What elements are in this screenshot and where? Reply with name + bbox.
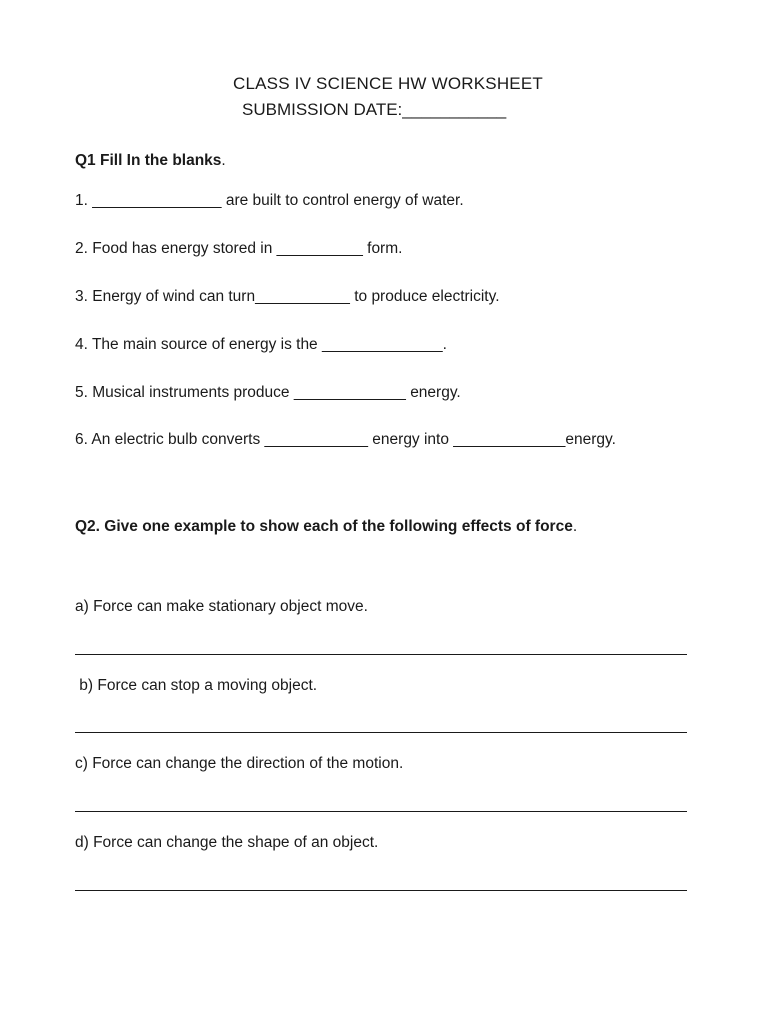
q2-item-c: c) Force can change the direction of the motion. [75,755,404,772]
q2-heading [75,518,577,536]
q2-answer-line-d [75,890,687,891]
worksheet-title: CLASS IV SCIENCE HW WORKSHEET [233,74,543,93]
submission-date: SUBMISSION DATE:___________ [242,100,507,119]
q1-heading-text: Q1 Fill In the blanks [75,152,222,169]
q2-item-b: b) Force can stop a moving object. [75,677,318,694]
q1-item-4: 4. The main source of energy is the ______________. [75,336,447,353]
q1-item-3: 3. Energy of wind can turn___________ to produce electricity. [75,288,500,305]
q1-item-5: 5. Musical instruments produce _____________ energy. [75,384,461,401]
q1-heading-punct: . [221,152,226,169]
q2-answer-line-a [75,654,687,655]
q1-item-2: 2. Food has energy stored in __________ form. [75,240,403,257]
q2-item-d: d) Force can change the shape of an object. [75,834,379,851]
q2-heading-punct: . [572,518,578,535]
q1-item-6: 6. An electric bulb converts ____________ energy into _____________energy. [75,431,616,448]
q2-answer-line-b [75,732,687,733]
q1-heading [75,152,226,170]
q1-item-1: 1. _______________ are built to control energy of water. [75,192,464,209]
q2-item-a: a) Force can make stationary object move. [75,598,368,615]
q2-heading-text: Q2. Give one example to show each of the following effects of force [75,518,573,535]
q2-answer-line-c [75,811,687,812]
